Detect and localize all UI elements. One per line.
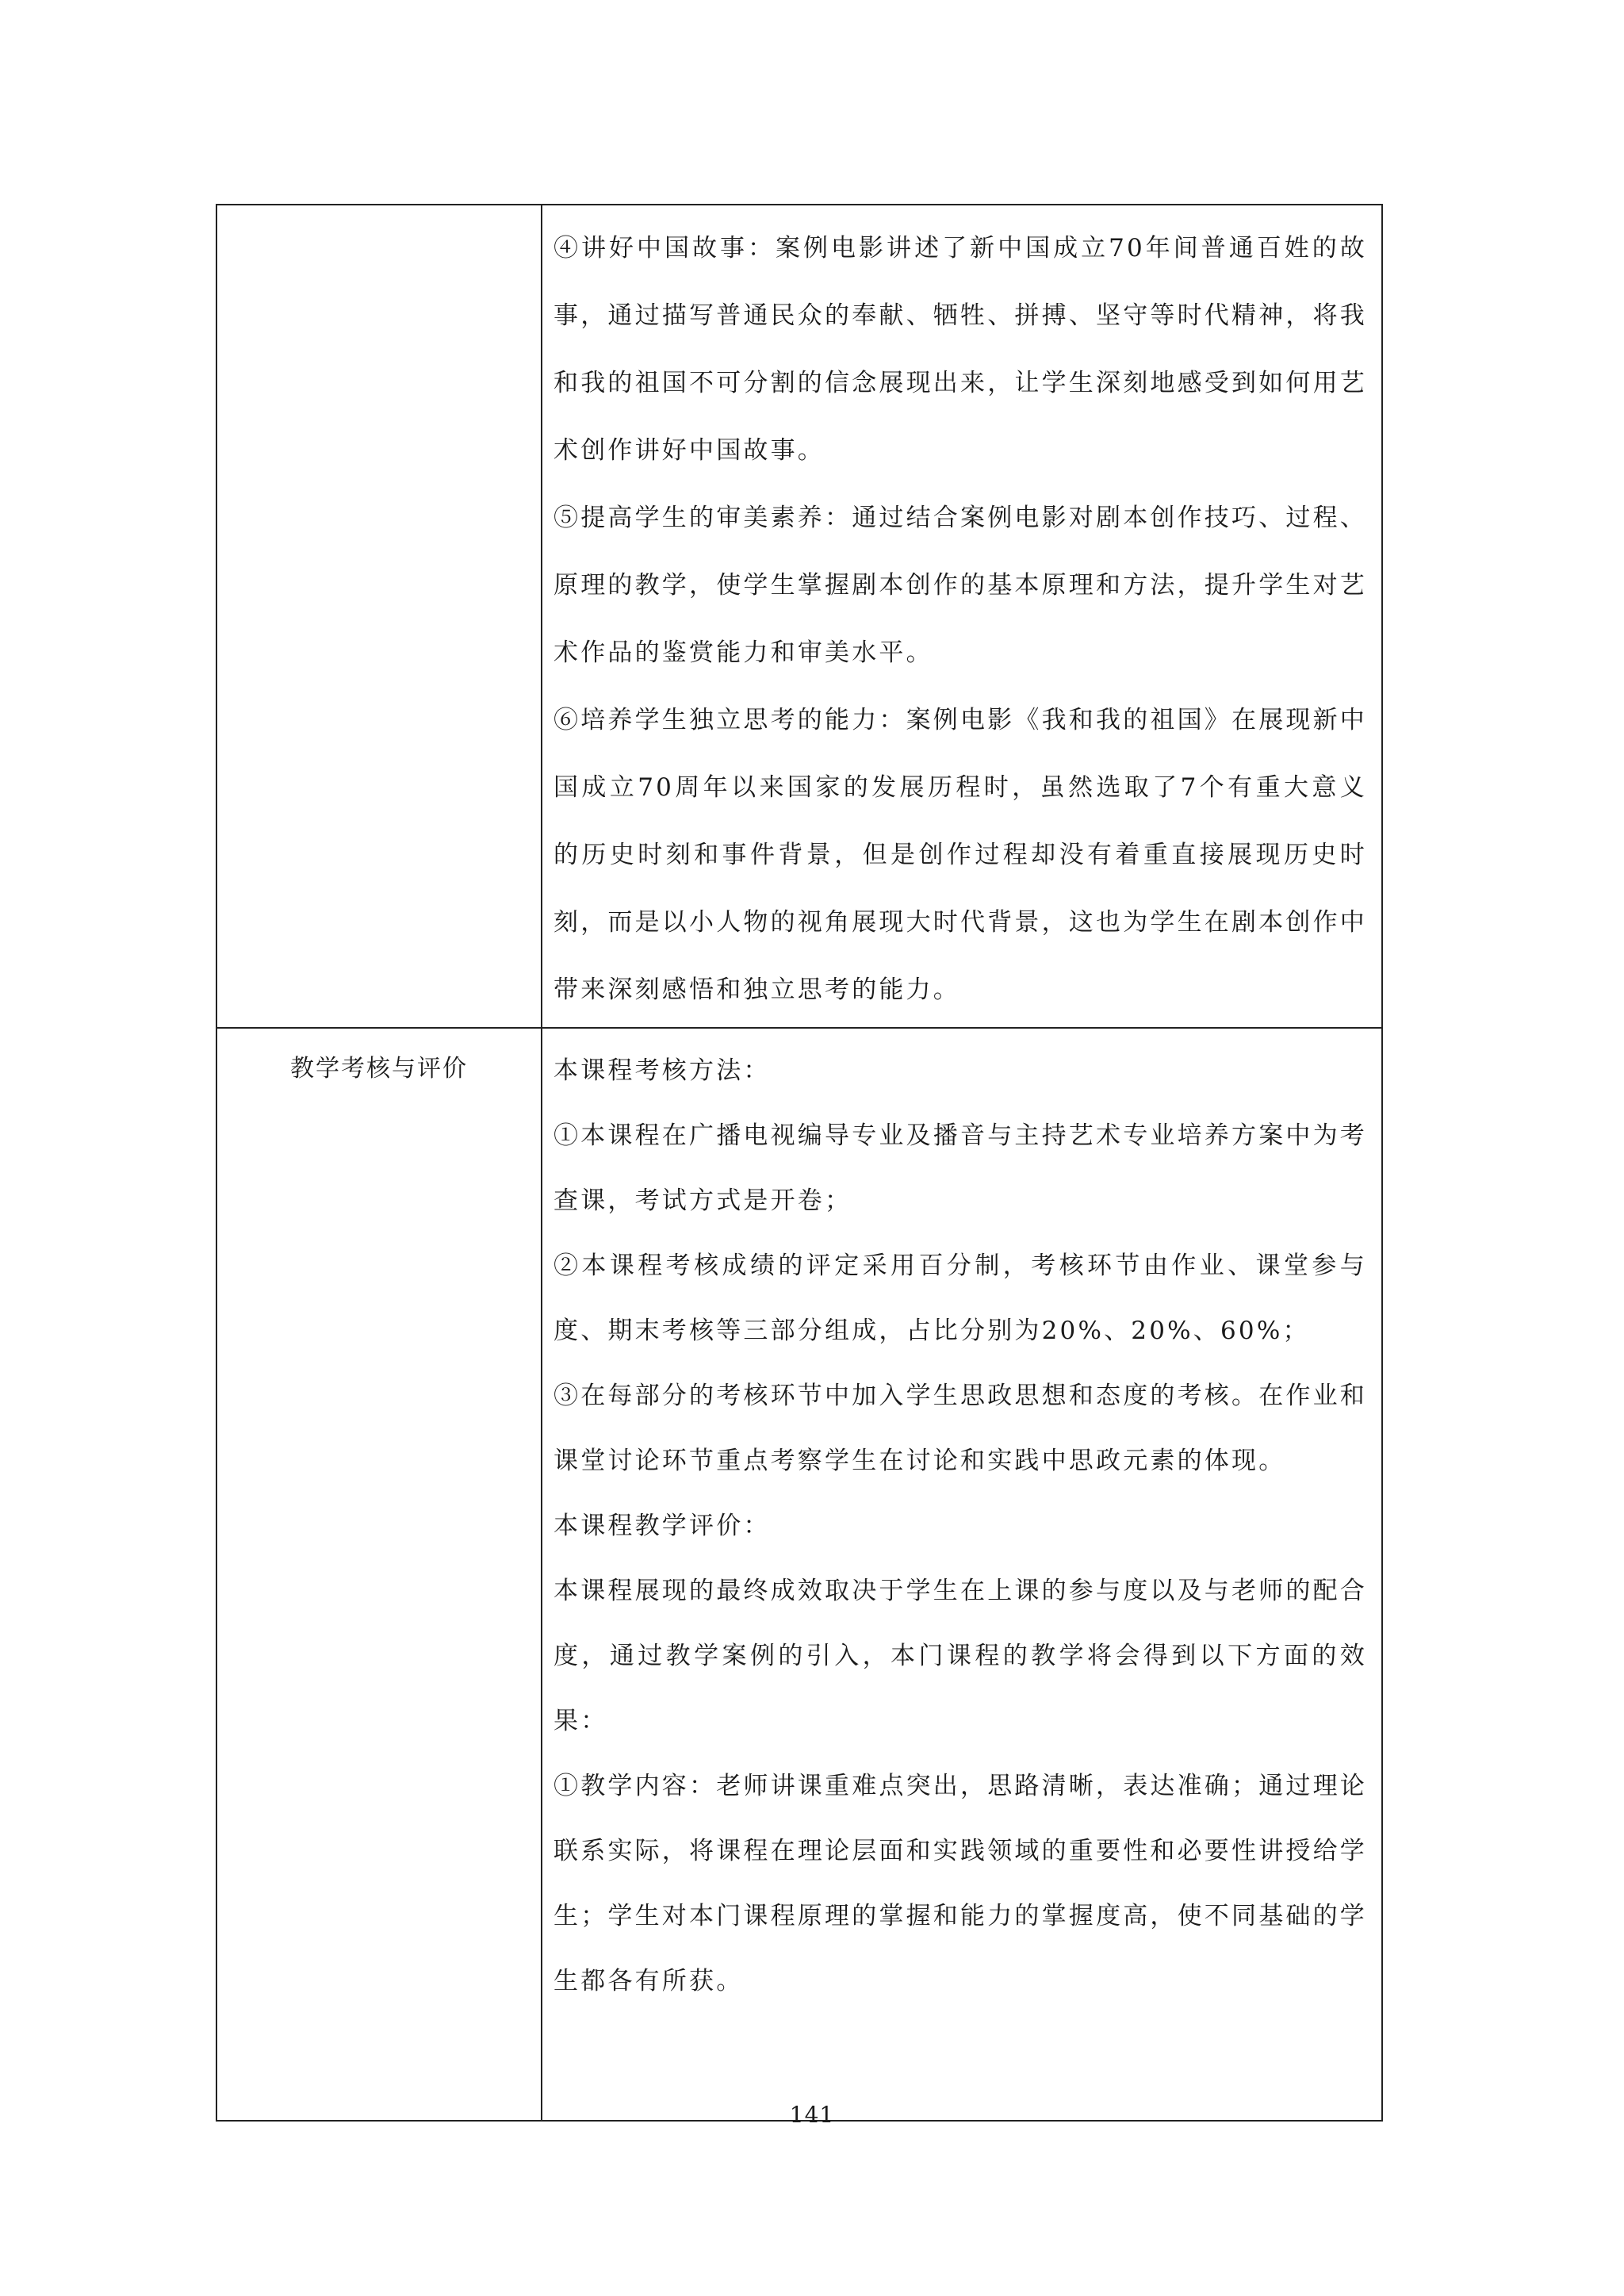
row-content-cell (542, 205, 1382, 1028)
paragraph-aesthetic-literacy: ⑤提高学生的审美素养：通过结合案例电影对剧本创作技巧、过程、原理的教学，使学生掌握剧本创作的基本原理和方法，提升学生对艺术作品的鉴赏能力和审美水平。 (553, 504, 1367, 667)
row-label (217, 205, 541, 223)
row-label: 教学考核与评价 (290, 1055, 468, 1083)
row-content-cell (542, 1028, 1382, 2121)
table-row (216, 1028, 1382, 2121)
paragraph-independent-thinking: ⑥培养学生独立思考的能力：案例电影《我和我的祖国》在展现新中国成立70周年以来国家的发展历程时，虽然选取了7个有重大意义的历史时刻和事件背景，但是创作过程却没有着重直接展现历史时刻，而是以小人物的视角展现大时代背景，这也为学生在剧本创作中带来深刻感悟和独立思考的能力。 (553, 706, 1367, 1004)
paragraph-assessment-item-3: ③在每部分的考核环节中加入学生思政思想和态度的考核。在作业和课堂讨论环节重点考察学生在讨论和实践中思政元素的体现。 (553, 1382, 1367, 1475)
paragraph-assessment-item-1: ①本课程在广播电视编导专业及播音与主持艺术专业培养方案中为考查课，考试方式是开卷； (553, 1121, 1367, 1215)
table-row (216, 205, 1382, 1028)
row-label-cell (216, 205, 542, 1028)
row-label-cell (216, 1028, 542, 2121)
paragraph-evaluation-item-1: ①教学内容：老师讲课重难点突出，思路清晰，表达准确；通过理论联系实际，将课程在理论层面和实践领域的重要性和必要性讲授给学生；学生对本门课程原理的掌握和能力的掌握度高，使不同基础的学生都各有所获。 (553, 1772, 1367, 1995)
paragraph-evaluation-intro: 本课程展现的最终成效取决于学生在上课的参与度以及与老师的配合度，通过教学案例的引入，本门课程的教学将会得到以下方面的效果： (553, 1577, 1367, 1735)
paragraph-evaluation-heading: 本课程教学评价： (553, 1512, 771, 1540)
paragraph-assessment-item-2: ②本课程考核成绩的评定采用百分制，考核环节由作业、课堂参与度、期末考核等三部分组成，占比分别为20%、20%、60%； (553, 1251, 1367, 1345)
page-number: 141 (789, 2102, 835, 2128)
paragraph-tell-china-story: ④讲好中国故事：案例电影讲述了新中国成立70年间普通百姓的故事，通过描写普通民众的奉献、牺牲、拼搏、坚守等时代精神，将我和我的祖国不可分割的信念展现出来，让学生深刻地感受到如何用艺术创作讲好中国故事。 (553, 234, 1367, 465)
content-table (216, 204, 1383, 2122)
paragraph-assessment-heading: 本课程考核方法： (553, 1056, 771, 1085)
